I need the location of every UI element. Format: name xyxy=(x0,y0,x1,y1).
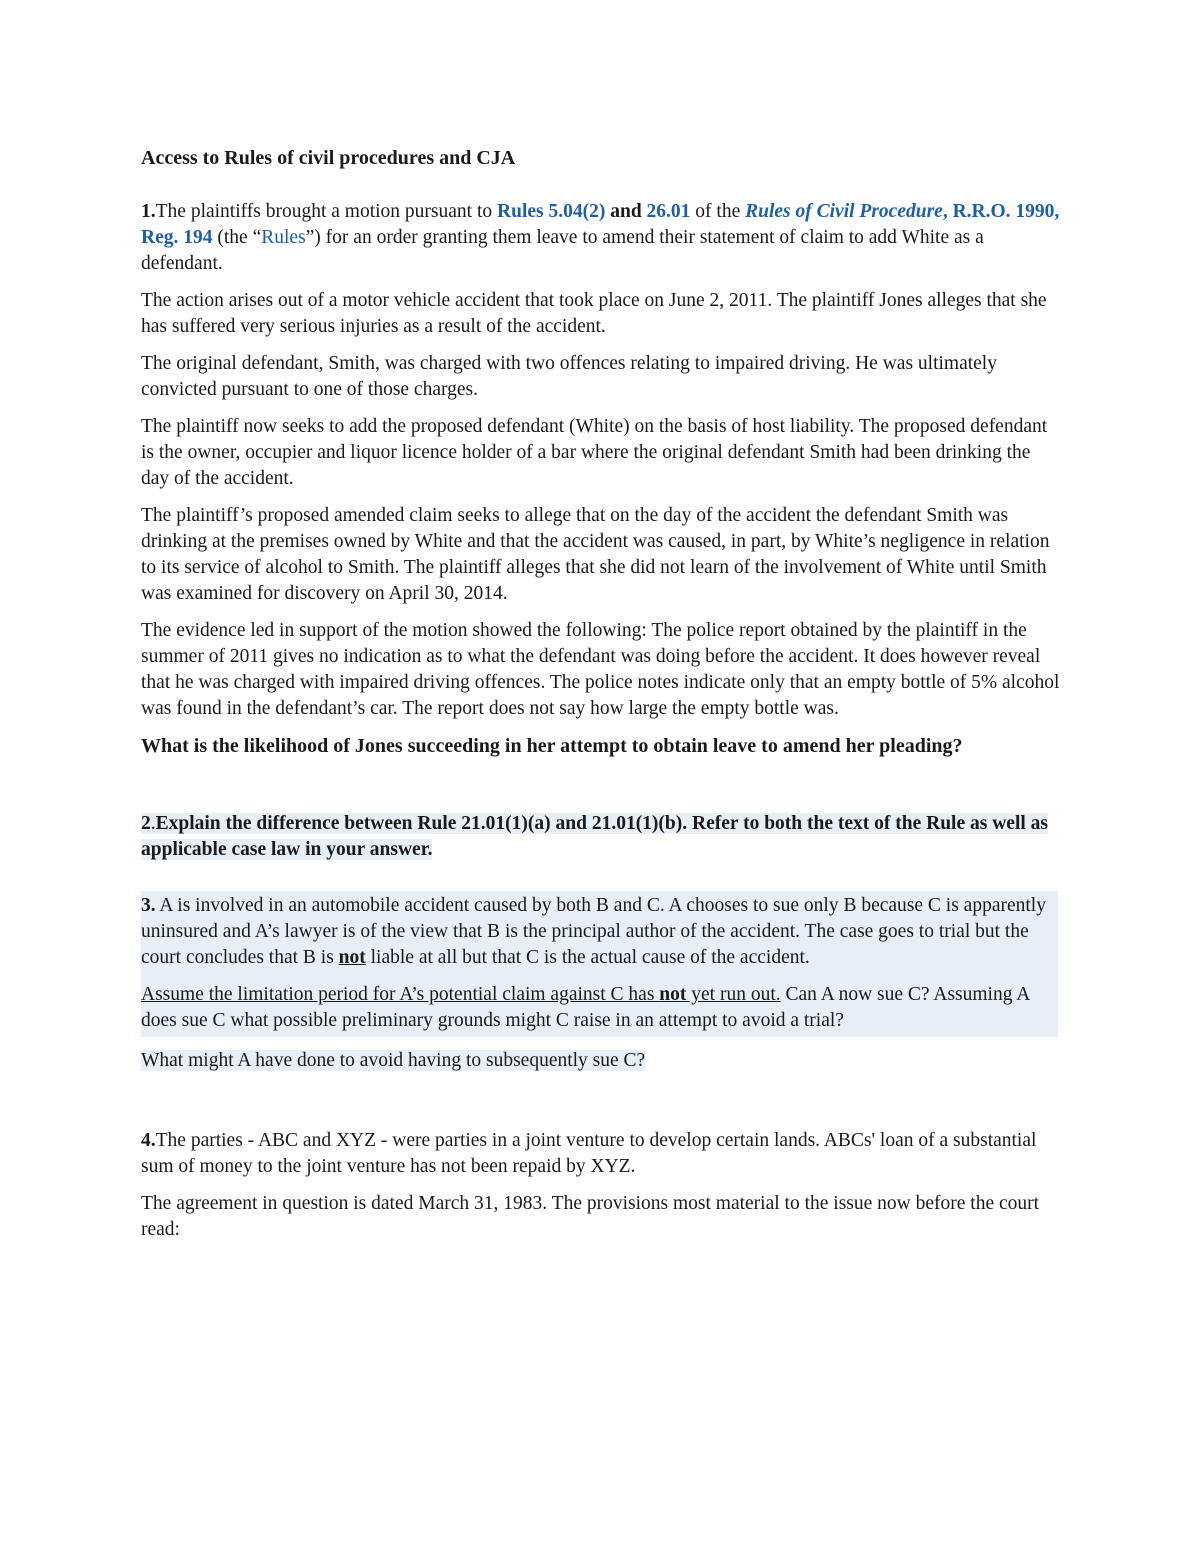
q2-number: 2 xyxy=(141,813,151,834)
q1-question: What is the likelihood of Jones succeeding in her attempt to obtain leave to amend her pleading? xyxy=(141,735,963,757)
q1-paragraph-4: The plaintiff now seeks to add the proposed defendant (White) on the basis of host liability. The proposed defendant is the owner, occupier and liquor licence holder of a bar where the original defendant Smith had been drinking the day of the accident. xyxy=(141,416,1048,489)
q3-paragraph-3: What might A have done to avoid having to subsequently sue C? xyxy=(141,1050,646,1071)
q1-paragraph-1: 1.The plaintiffs brought a motion pursuant to Rules 5.04(2) and 26.01 of the Rules of Civil Procedure, R.R.O. 1990, Reg. 194 (the “Rules”) for an order granting them leave to amend their statement of claim to add White as a defendant. xyxy=(141,201,1060,274)
q3-number: 3. xyxy=(141,895,156,916)
rro-link[interactable]: R.R.O. 1990, Reg. 194 xyxy=(141,201,1060,248)
question-1 xyxy=(141,199,1060,759)
q2-paragraph: 2.Explain the difference between Rule 21.01(1)(a) and 21.01(1)(b). Refer to both the text of the Rule as well as applicable case law in your answer. xyxy=(141,813,1048,860)
q3-paragraph-1: 3. A is involved in an automobile accident caused by both B and C. A chooses to sue only B because C is apparently uninsured and A’s lawyer is of the view that B is the principal author of the accident. The case goes to trial but the court concludes that B is not liable at all but that C is the actual cause of the accident. xyxy=(141,895,1046,968)
q1-paragraph-2: The action arises out of a motor vehicle accident that took place on June 2, 2011. The plaintiff Jones alleges that she has suffered very serious injuries as a result of the accident. xyxy=(141,290,1047,337)
rules-word: Rules xyxy=(261,227,306,248)
rules-link[interactable]: Rules 5.04(2) xyxy=(497,201,606,222)
document-title: Access to Rules of civil procedures and CJA xyxy=(141,147,516,169)
q1-paragraph-6: The evidence led in support of the motion showed the following: The police report obtained by the plaintiff in the summer of 2011 gives no indication as to what the defendant was doing before the accident. It does however reveal that he was charged with impaired driving offences. The police notes indicate only that an empty bottle of 5% alcohol was found in the defendant’s car. The report does not say how large the empty bottle was. xyxy=(141,620,1060,719)
q4-paragraph-2: The agreement in question is dated March 31, 1983. The provisions most material to the issue now before the court read: xyxy=(141,1193,1040,1240)
q1-paragraph-5: The plaintiff’s proposed amended claim seeks to allege that on the day of the accident the defendant Smith was drinking at the premises owned by White and that the accident was caused, in part, by White’s negligence in relation to its service of alcohol to Smith. The plaintiff alleges that she did not learn of the involvement of White until Smith was examined for discovery on April 30, 2014. xyxy=(141,505,1050,604)
q4-number: 4. xyxy=(141,1130,156,1151)
q1-paragraph-3: The original defendant, Smith, was charged with two offences relating to impaired driving. He was ultimately convicted pursuant to one of those charges. xyxy=(141,353,997,400)
q3-shaded-block xyxy=(141,891,1058,1037)
question-3 xyxy=(141,891,1060,1074)
rules-of-civil-procedure-link[interactable]: Rules of Civil Procedure xyxy=(745,201,943,222)
question-4 xyxy=(141,1128,1060,1243)
rule-2601-link[interactable]: 26.01 xyxy=(646,201,691,222)
q4-paragraph-1: 4.The parties - ABC and XYZ - were parties in a joint venture to develop certain lands. ABCs' loan of a substantial sum of money to the joint venture has not been repaid by XYZ. xyxy=(141,1130,1037,1177)
question-2 xyxy=(141,811,1060,863)
q1-number: 1. xyxy=(141,201,156,222)
q3-paragraph-2: Assume the limitation period for A’s potential claim against C has not yet run out. Can A now sue C? Assuming A does sue C what possible preliminary grounds might C raise in an attempt to avoid a trial? xyxy=(141,984,1030,1031)
